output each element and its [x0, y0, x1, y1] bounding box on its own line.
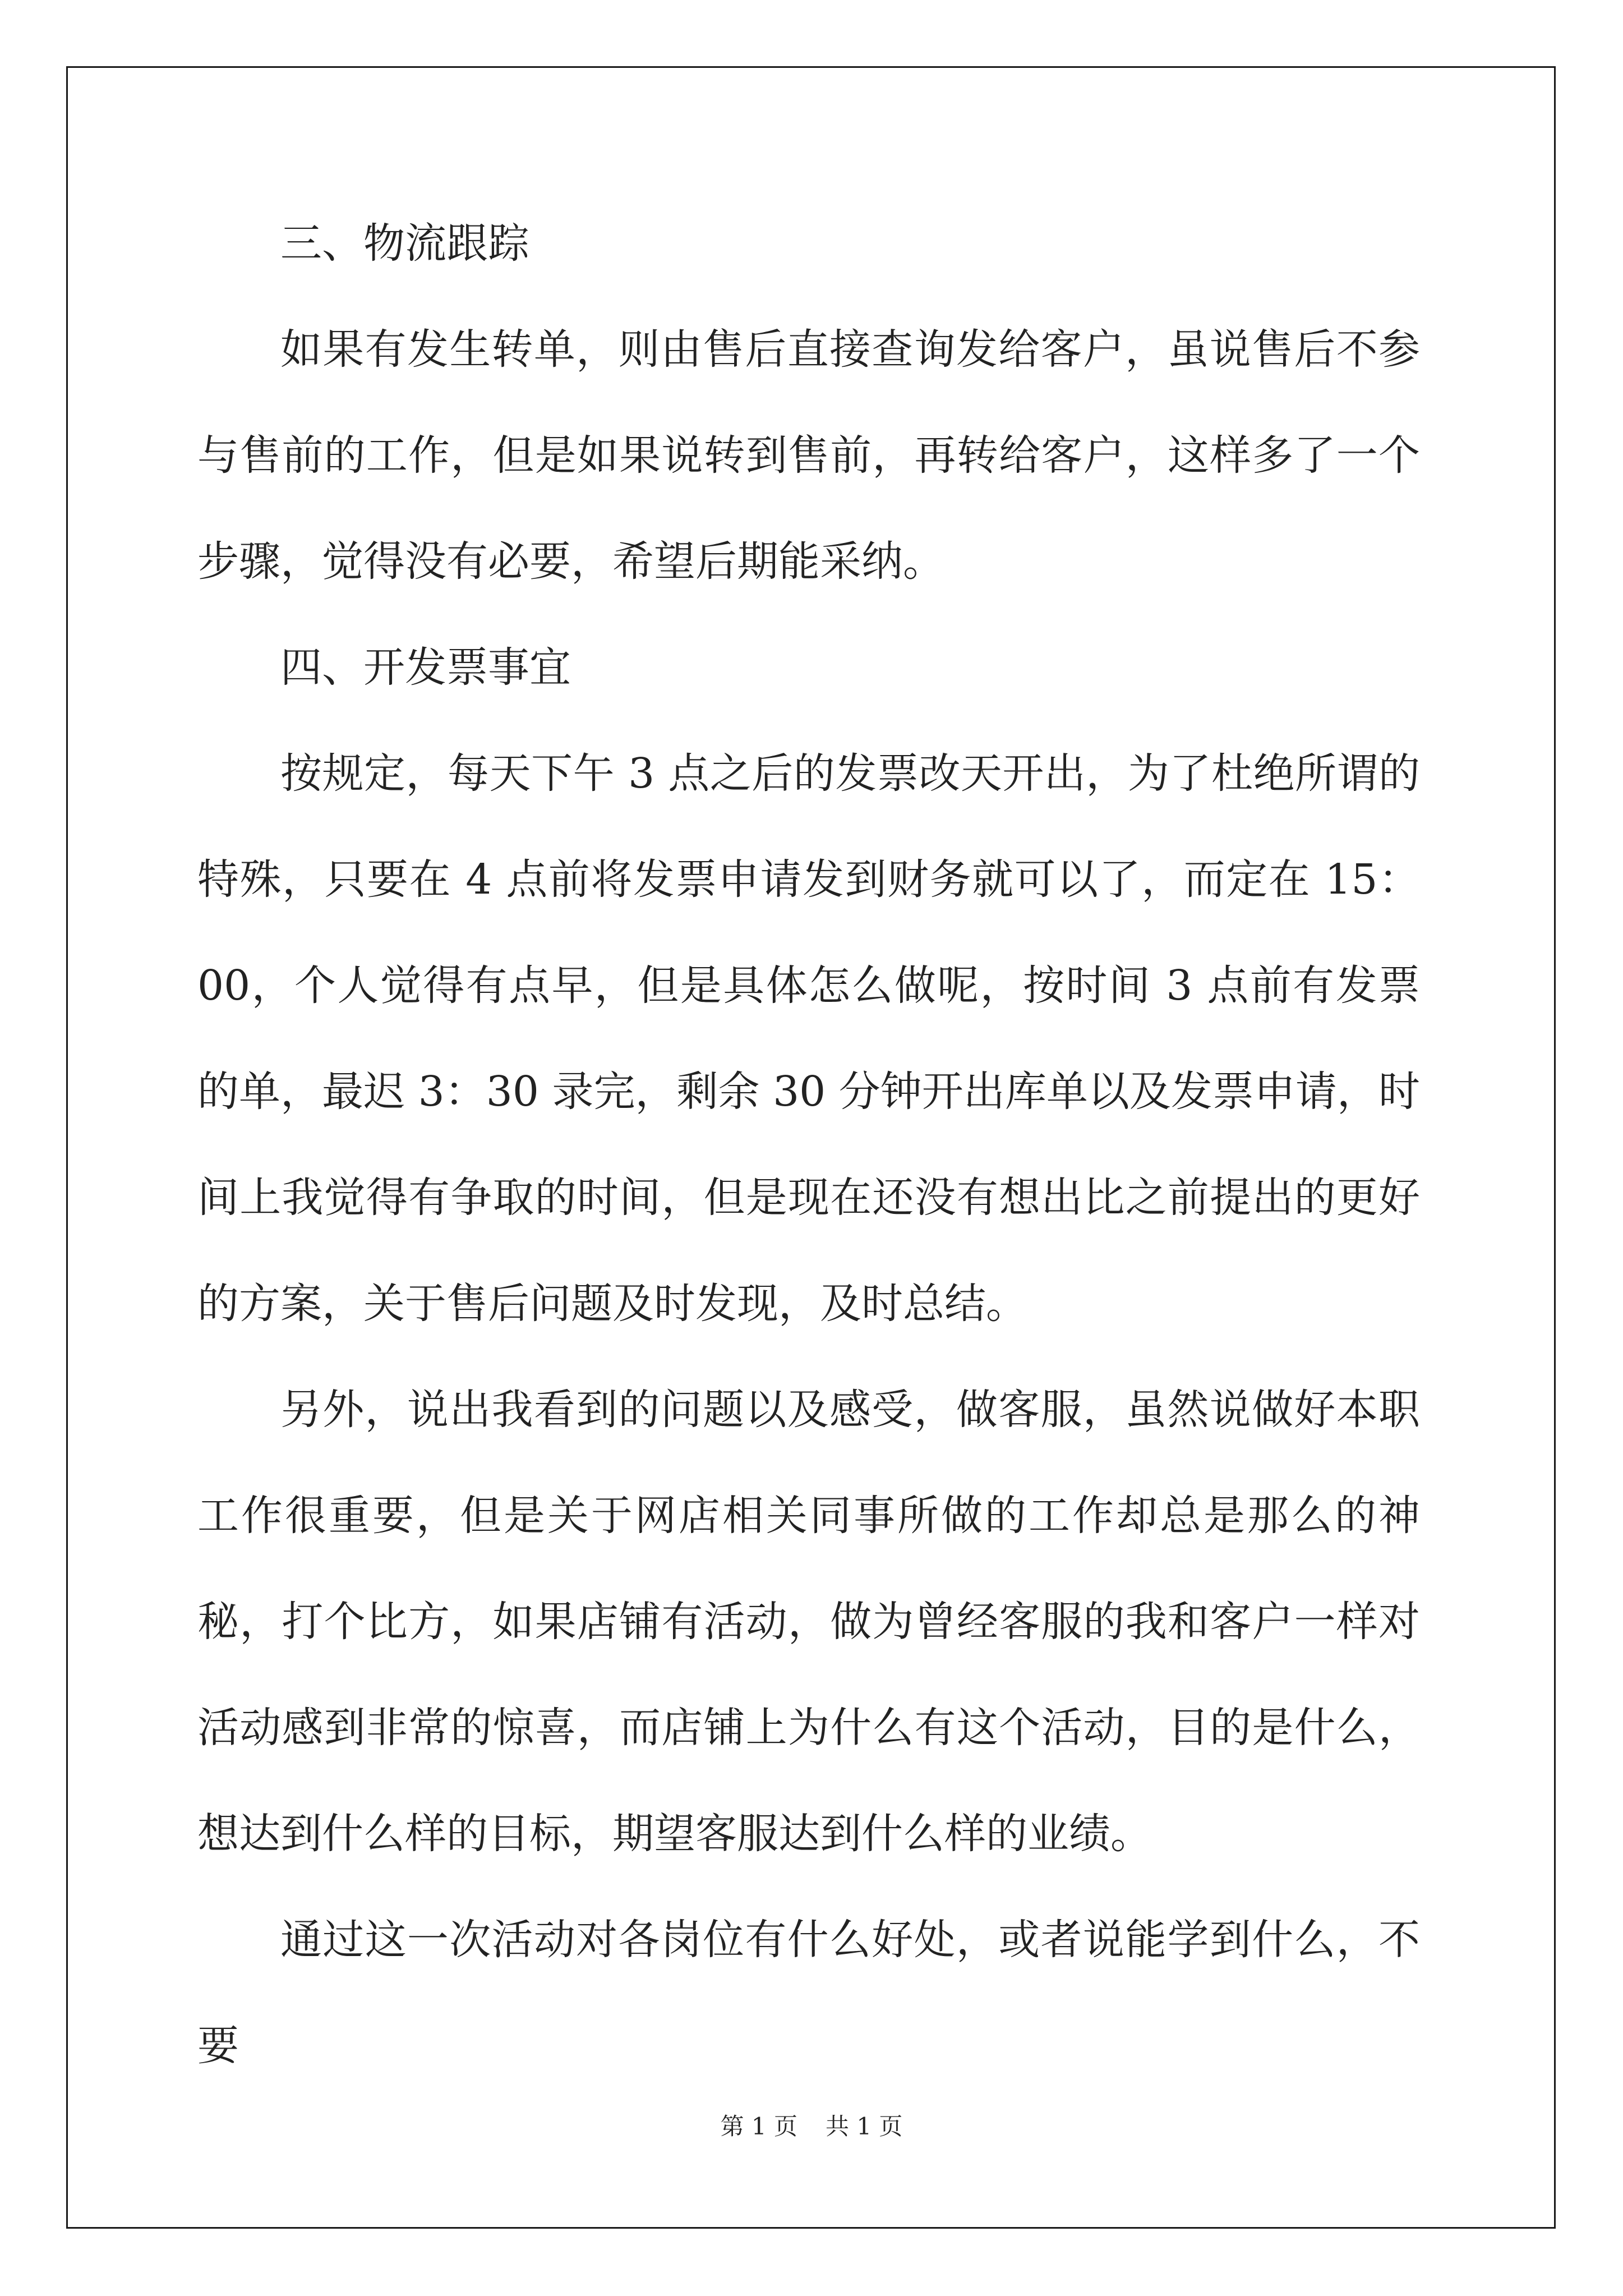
- section-heading-logistics: 三、物流跟踪: [280, 219, 529, 268]
- section-heading-invoice: 四、开发票事宜: [280, 643, 571, 692]
- page-number: 第 1 页: [720, 2113, 797, 2140]
- paragraph-invoice: 按规定，每天下午 3 点之后的发票改天开出，为了杜绝所谓的特殊，只要在 4 点前将发票申请发到财务就可以了，而定在 15：00，个人觉得有点早，但是具体怎么做呢，按时间 3 点前有发票的单，最迟 3：30 录完，剩余 30 分钟开出库单以及发票申请，时间上我觉得有争取的时间，但是现在还没有想出比之前提出的更好的方案，关于售后问题及时发现，及时总结。: [197, 749, 1420, 1328]
- document-body: [197, 191, 1420, 2099]
- paragraph-activity: 通过这一次活动对各岗位有什么好处，或者说能学到什么，不要: [197, 1916, 1420, 2070]
- page-footer: [0, 2108, 1623, 2142]
- page-total: 共 1 页: [826, 2113, 903, 2140]
- paragraph-logistics: 如果有发生转单，则由售后直接查询发给客户，虽说售后不参与售前的工作，但是如果说转到售前，再转给客户，这样多了一个步骤，觉得没有必要，希望后期能采纳。: [197, 325, 1420, 586]
- paragraph-observations: 另外，说出我看到的问题以及感受，做客服，虽然说做好本职工作很重要，但是关于网店相关同事所做的工作却总是那么的神秘，打个比方，如果店铺有活动，做为曾经客服的我和客户一样对活动感到非常的惊喜，而店铺上为什么有这个活动，目的是什么，想达到什么样的目标，期望客服达到什么样的业绩。: [197, 1386, 1420, 1858]
